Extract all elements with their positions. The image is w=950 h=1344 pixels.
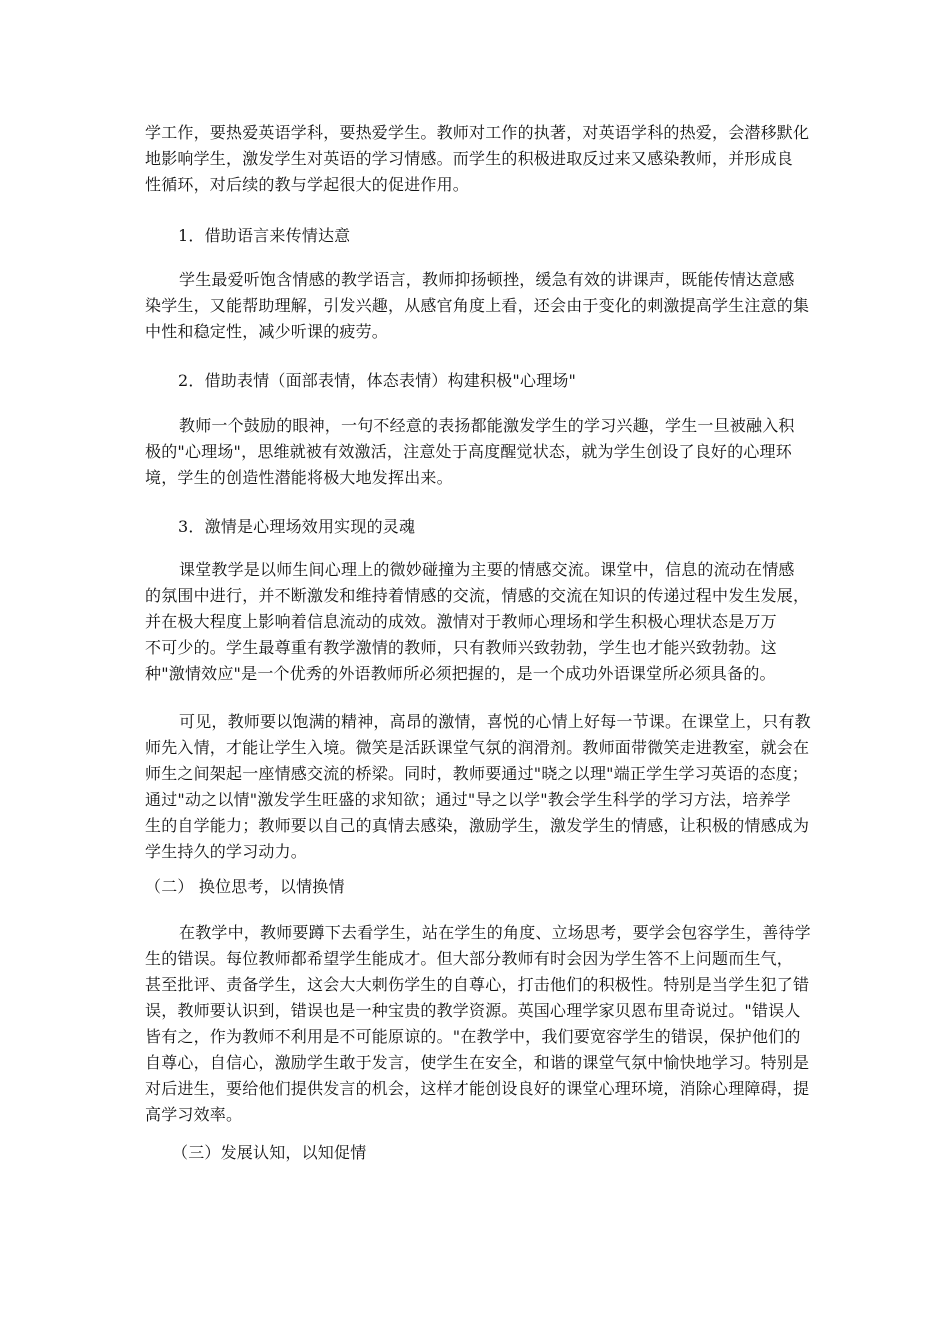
- text-line: 课堂教学是以师生间心理上的微妙碰撞为主要的情感交流。课堂中，信息的流动在情感: [179, 560, 795, 579]
- text-line: 并在极大程度上影响着信息流动的成效。激情对于教师心理场和学生积极心理状态是万万: [145, 612, 777, 631]
- heading-2: 2．借助表情（面部表情，体态表情）构建积极"心理场": [178, 371, 577, 390]
- paragraph-intro: [145, 120, 815, 198]
- paragraph-5: [145, 920, 815, 1128]
- text-line: 皆有之，作为教师不利用是不可能原谅的。"在教学中，我们要宽容学生的错误，保护他们的: [145, 1027, 801, 1046]
- heading-3: 3．激情是心理场效用实现的灵魂: [178, 517, 416, 536]
- text-line: 学生持久的学习动力。: [145, 842, 308, 861]
- paragraph-4: [145, 709, 815, 865]
- heading-1: 1．借助语言来传情达意: [178, 226, 351, 245]
- text-line: 境，学生的创造性潜能将极大地发挥出来。: [145, 468, 453, 487]
- text-line: 的氛围中进行，并不断激发和维持着情感的交流，情感的交流在知识的传递过程中发生发展，: [145, 586, 810, 605]
- text-line: 地影响学生，激发学生对英语的学习情感。而学生的积极进取反过来又感染教师，并形成良: [145, 149, 794, 168]
- text-line: 在教学中，教师要蹲下去看学生，站在学生的角度、立场思考，要学会包容学生，善待学: [179, 923, 811, 942]
- text-line: 甚至批评、责备学生，这会大大刺伤学生的自尊心，打击他们的积极性。特别是当学生犯了错: [145, 975, 810, 994]
- text-line: 可见，教师要以饱满的精神，高昂的激情，喜悦的心情上好每一节课。在课堂上，只有教: [179, 712, 811, 731]
- text-line: 性循环，对后续的教与学起很大的促进作用。: [145, 175, 470, 194]
- section-heading-3: （三）发展认知，以知促情: [172, 1143, 367, 1162]
- text-line: 误，教师要认识到，错误也是一种宝贵的教学资源。英国心理学家贝恩布里奇说过。"错误人: [145, 1001, 801, 1020]
- section-heading-2: （二） 换位思考，以情换情: [145, 877, 345, 896]
- text-line: 师先入情，才能让学生入境。微笑是活跃课堂气氛的润滑剂。教师面带微笑走进教室，就会在: [145, 738, 810, 757]
- paragraph-2: [145, 413, 815, 491]
- text-line: 种"激情效应"是一个优秀的外语教师所必须把握的，是一个成功外语课堂所必须具备的。: [145, 664, 776, 683]
- text-line: 不可少的。学生最尊重有教学激情的教师，只有教师兴致勃勃，学生也才能兴致勃勃。这: [145, 638, 777, 657]
- text-line: 中性和稳定性，减少听课的疲劳。: [145, 322, 389, 341]
- paragraph-3: [145, 557, 815, 687]
- paragraph-1: [145, 267, 815, 345]
- text-line: 学工作，要热爱英语学科，要热爱学生。教师对工作的执著，对英语学科的热爱，会潜移默化: [145, 123, 810, 142]
- text-line: 师生之间架起一座情感交流的桥梁。同时，教师要通过"晓之以理"端正学生学习英语的态度；: [145, 764, 809, 783]
- text-line: 学生最爱听饱含情感的教学语言，教师抑扬顿挫，缓急有效的讲课声，既能传情达意感: [179, 270, 795, 289]
- text-line: 极的"心理场"，思维就被有效激活，注意处于高度醒觉状态，就为学生创设了良好的心理环: [145, 442, 792, 461]
- text-line: 染学生，又能帮助理解，引发兴趣，从感官角度上看，还会由于变化的刺激提高学生注意的集: [145, 296, 810, 315]
- text-line: 通过"动之以情"激发学生旺盛的求知欲；通过"导之以学"教会学生科学的学习方法，培养学: [145, 790, 791, 809]
- text-line: 自尊心，自信心，激励学生敢于发言，使学生在安全，和谐的课堂气氛中愉快地学习。特别是: [145, 1053, 810, 1072]
- text-line: 教师一个鼓励的眼神，一句不经意的表扬都能激发学生的学习兴趣，学生一旦被融入积: [179, 416, 795, 435]
- text-line: 生的错误。每位教师都希望学生能成才。但大部分教师有时会因为学生答不上问题而生气，: [145, 949, 794, 968]
- text-line: 高学习效率。: [145, 1105, 243, 1124]
- text-line: 对后进生，要给他们提供发言的机会，这样才能创设良好的课堂心理环境，消除心理障碍，提: [145, 1079, 810, 1098]
- text-line: 生的自学能力；教师要以自己的真情去感染，激励学生，激发学生的情感，让积极的情感成为: [145, 816, 810, 835]
